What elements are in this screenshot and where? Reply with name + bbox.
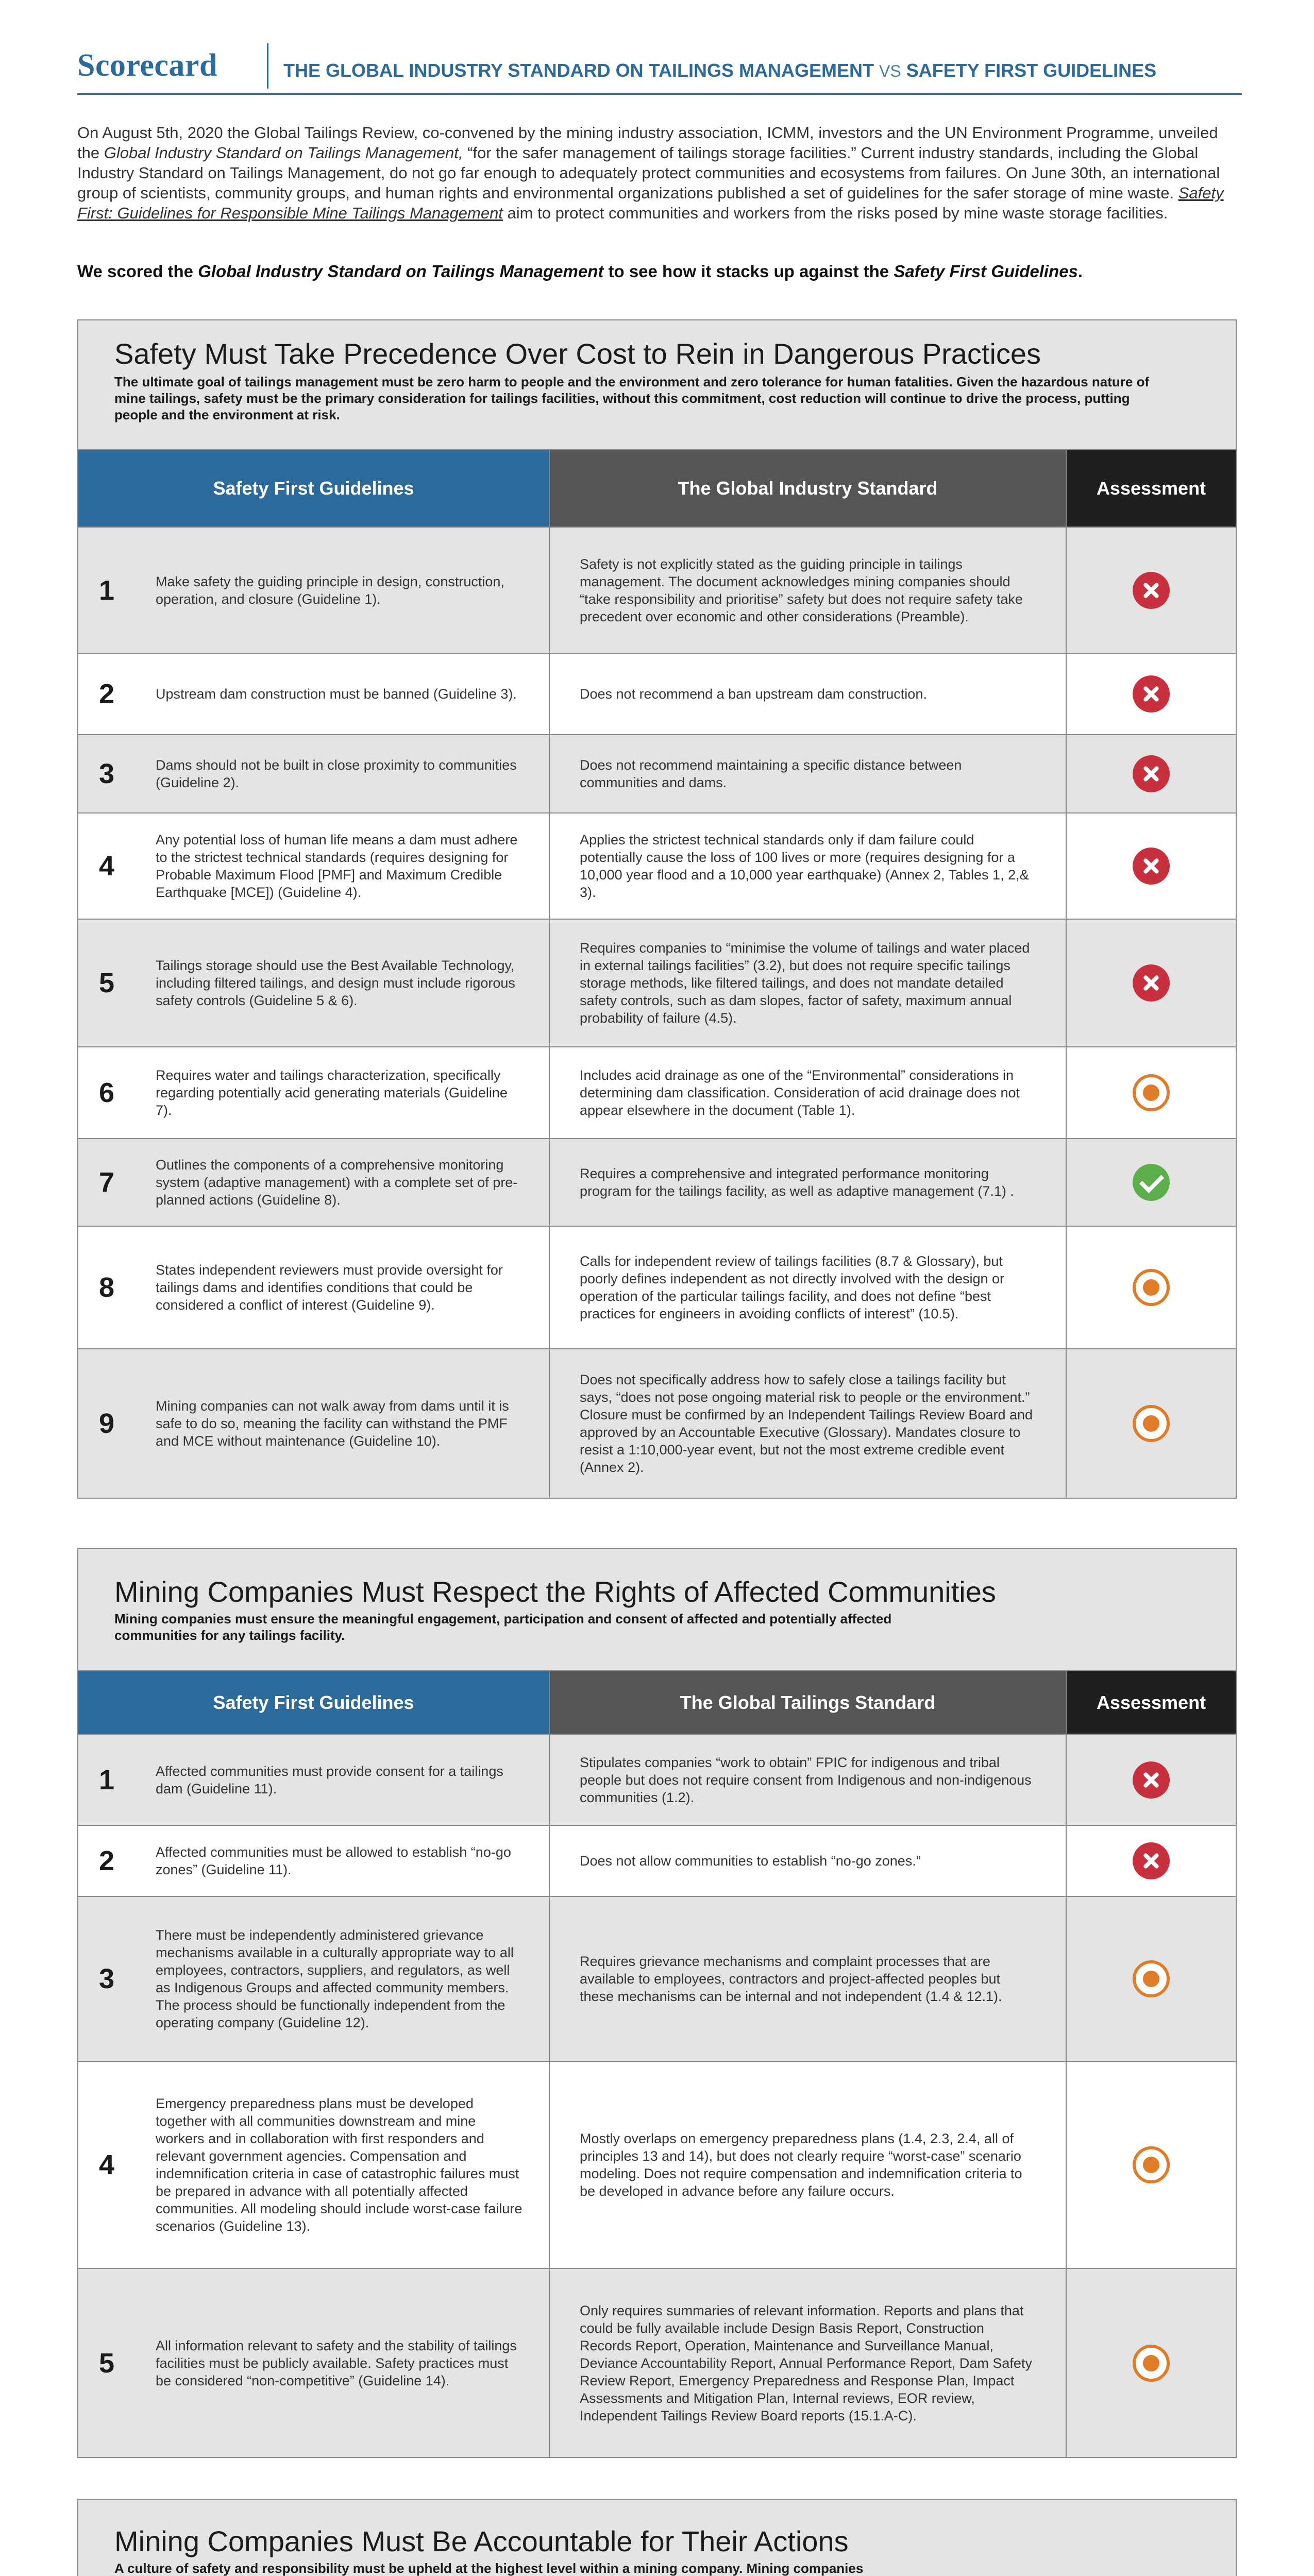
global-standard-cell: Requires companies to “minimise the volume of tailings and water placed in external tailings facilities” (3.2), but does not require specific tailings storage methods, like filtered tailings, and does not mandate detailed safety controls, such as dam slopes, factor of safety, maximum annual probability of failure (4.5). [549, 920, 1066, 1046]
x-circle-icon [1133, 572, 1170, 609]
section-title: Mining Companies Must Respect the Rights of Affected Communities [114, 1575, 996, 1608]
intro-text: On August 5th, 2020 the Global Tailings Review, co-convened by the mining industry association, ICMM, investors and the UN Environment Programme, unveiled the [77, 124, 1218, 162]
global-standard-cell: Mostly overlaps on emergency preparedness plans (1.4, 2.3, 2.4, all of principles 13 and 14), but does not clearly require “worst-case” scenario modeling. Does not require compensation and indemnification criteria to be developed in advance before any failure occurs. [549, 2062, 1066, 2268]
intro-bold-text: . [1077, 262, 1083, 281]
table-row [78, 1349, 1236, 1498]
row-number: 3 [98, 1963, 115, 1994]
row-number: 1 [98, 574, 115, 606]
row-number: 2 [98, 1845, 115, 1876]
scorecard-title: Scorecard [77, 48, 217, 83]
section-subtitle: A culture of safety and responsibility must be upheld at the highest level within a mining company. Mining companies [114, 2561, 864, 2576]
table-row [78, 2062, 1236, 2269]
target-circle-icon [1133, 1269, 1170, 1306]
safety-first-link[interactable]: Safety First: Guidelines for Responsible Mine Tailings Management [77, 184, 1224, 222]
assessment-cell [1066, 654, 1236, 734]
assessment-cell [1066, 1826, 1236, 1896]
intro-text: aim to protect communities and workers from the risks posed by mine waste storage facilities. [502, 204, 1168, 222]
table-body [78, 1735, 1236, 2457]
safety-first-cell: Affected communities must provide consent for a tailings dam (Guideline 11). [156, 1763, 503, 1797]
header-subtitle [283, 60, 1156, 81]
safety-first-cell: Emergency preparedness plans must be developed together with all communities downstream and mine workers and in collaboration with first responders and relevant government agencies. Compensation and indemnification criteria in case of catastrophic failures must be prepared in advance with all potentially affected communities. All modeling should include worst-case failure scenarios (Guideline 13). [156, 2096, 523, 2234]
x-circle-icon [1133, 964, 1170, 1002]
assessment-cell [1066, 1897, 1236, 2061]
x-circle-icon [1133, 848, 1170, 885]
header-divider [267, 43, 268, 89]
table-row [78, 1897, 1236, 2062]
safety-first-cell: Affected communities must be allowed to establish “no-go zones” (Guideline 11). [156, 1844, 511, 1877]
check-circle-icon [1133, 1164, 1170, 1201]
row-number: 9 [98, 1408, 115, 1439]
global-standard-cell: Only requires summaries of relevant information. Reports and plans that could be fully available include Design Basis Report, Construction Records Report, Operation, Maintenance and Surveillance Manual, Deviance Accountability Report, Annual Performance Report, Dam Safety Review Report, Emergency Preparedness and Response Plan, Impact Assessments and Mitigation Plan, Internal reviews, EOR review, Independent Tailings Review Board reports (15.1.A-C). [549, 2269, 1066, 2457]
assessment-cell [1066, 1735, 1236, 1825]
intro-bold-text: to see how it stacks up against the [603, 262, 894, 281]
global-standard-cell: Does not specifically address how to safely close a tailings facility but says, “does not pose ongoing material risk to people or the environment.” Closure must be confirmed by an Independent Tailings Review Board and approved by an Accountable Executive (Glossary). Mandates closure to resist a 1:10,000-year event, but not the most extreme credible event (Annex 2). [549, 1349, 1066, 1498]
safety-first-cell: Tailings storage should use the Best Available Technology, including filtered tailings, and design must include rigorous safety controls (Guideline 5 & 6). [156, 958, 515, 1008]
global-standard-cell: Includes acid drainage as one of the “Environmental” considerations in determining dam classification. Consideration of acid drainage does not appear elsewhere in the document (Table 1). [549, 1047, 1066, 1138]
column-header-assessment: Assessment [1066, 450, 1236, 527]
intro-bold-standard: Global Industry Standard on Tailings Management [198, 262, 604, 281]
column-header-global-standard: The Global Industry Standard [549, 450, 1066, 527]
assessment-cell [1066, 2062, 1236, 2268]
assessment-cell [1066, 1047, 1236, 1138]
table-row [78, 814, 1236, 920]
assessment-cell [1066, 2269, 1236, 2457]
table-row [78, 1735, 1236, 1826]
section-header [78, 320, 1236, 450]
global-standard-cell: Calls for independent review of tailings facilities (8.7 & Glossary), but poorly defines independent as not directly involved with the design or operation of the particular tailings facility, and does not define “best practices for engineers in avoiding conflicts of interest” (10.5). [549, 1227, 1066, 1348]
target-circle-icon [1133, 1405, 1170, 1442]
table-row [78, 1227, 1236, 1349]
section-subtitle: The ultimate goal of tailings management must be zero harm to people and the environment and zero tolerance for human fatalities. Given the hazardous nature of mine tailings, safety must be the primary consideration for tailings facilities, without this commitment, cost reduction will continue to drive the process, putting people and the environment at risk. [114, 374, 1150, 422]
row-number: 4 [98, 2149, 115, 2180]
section-communities [77, 1548, 1237, 2458]
section-accountability [77, 2499, 1237, 2576]
x-circle-icon [1133, 755, 1170, 792]
global-standard-cell: Applies the strictest technical standards only if dam failure could potentially cause the loss of 100 lives or more (requires designing for a 10,000 year flood and a 10,000 year earthquake) (Annex 2, Tables 1, 2,& 3). [549, 814, 1066, 919]
column-header-assessment: Assessment [1066, 1671, 1236, 1734]
global-standard-cell: Does not allow communities to establish “no-go zones.” [549, 1826, 1066, 1896]
intro-text: “for the safer management of tailings storage facilities.” Current industry standards, including the Global Industry Standard on Tailings Management, do not go far enough to adequately protect communities and ecosystems from failures. On June 30th, an international group of scientists, community groups, and human rights and environmental organizations published a set of guidelines for the safer storage of mine waste. [77, 144, 1220, 202]
table-row [78, 1826, 1236, 1897]
global-standard-cell: Safety is not explicitly stated as the guiding principle in tailings management. The document acknowledges mining companies should “take responsibility and prioritise” safety but does not require safety take precedent over economic and other considerations (Preamble). [549, 528, 1066, 653]
row-number: 6 [98, 1077, 115, 1108]
intro-bold-text: We scored the [77, 262, 198, 281]
header-sub-right: SAFETY FIRST GUIDELINES [906, 60, 1157, 81]
target-circle-icon [1133, 1960, 1170, 1997]
column-header-safety-first: Safety First Guidelines [78, 450, 549, 527]
intro-paragraph [77, 123, 1237, 223]
row-number: 4 [98, 851, 115, 882]
row-number: 7 [98, 1167, 115, 1198]
assessment-cell [1066, 920, 1236, 1046]
section-title: Mining Companies Must Be Accountable for Their Actions [114, 2525, 849, 2557]
x-circle-icon [1133, 675, 1170, 713]
intro-statement [77, 262, 1237, 281]
global-standard-cell: Requires a comprehensive and integrated performance monitoring program for the tailings facility, as well as adaptive management (7.1) . [549, 1139, 1066, 1226]
header-sub-left: THE GLOBAL INDUSTRY STANDARD ON TAILINGS MANAGEMENT [283, 60, 874, 81]
section-title: Safety Must Take Precedence Over Cost to Rein in Dangerous Practices [114, 337, 1041, 370]
row-number: 2 [98, 679, 115, 709]
assessment-cell [1066, 1139, 1236, 1226]
safety-first-cell: Any potential loss of human life means a dam must adhere to the strictest technical standards (requires designing for Probable Maximum Flood [PMF] and Maximum Credible Earthquake [MCE]) (Guideline 4). [156, 832, 518, 900]
section-safety [77, 319, 1237, 1499]
target-circle-icon [1133, 2345, 1170, 2382]
x-circle-icon [1133, 1761, 1170, 1799]
table-body [78, 528, 1236, 1498]
assessment-cell [1066, 1349, 1236, 1498]
intro-standard-name: Global Industry Standard on Tailings Management, [104, 144, 463, 162]
x-circle-icon [1133, 1842, 1170, 1879]
target-circle-icon [1133, 2146, 1170, 2183]
table-row [78, 1047, 1236, 1139]
intro-bold-guidelines: Safety First Guidelines [894, 262, 1078, 281]
table-row [78, 654, 1236, 735]
section-header [78, 2500, 1236, 2576]
safety-first-cell: Dams should not be built in close proximity to communities (Guideline 2). [156, 757, 517, 790]
global-standard-cell: Requires grievance mechanisms and complaint processes that are available to employees, contractors and project-affected peoples but these mechanisms can be internal and not independent (1.4 & 12.1). [549, 1897, 1066, 2061]
safety-first-cell: Outlines the components of a comprehensive monitoring system (adaptive management) with a complete set of pre-planned actions (Guideline 8). [156, 1157, 518, 1208]
row-number: 3 [98, 758, 115, 789]
safety-first-cell: There must be independently administered grievance mechanisms available in a culturally appropriate way to all employees, contractors, suppliers, and regulators, as well as Indigenous Groups and affected community members. The process should be functionally independent from the operating company (Guideline 12). [156, 1927, 514, 2030]
row-number: 1 [98, 1764, 115, 1795]
row-number: 5 [98, 2347, 115, 2379]
safety-first-cell: Requires water and tailings characterization, specifically regarding potentially acid generating materials (Guideline 7). [156, 1067, 508, 1118]
row-number: 8 [98, 1272, 115, 1303]
assessment-cell [1066, 735, 1236, 812]
assessment-cell [1066, 528, 1236, 653]
safety-first-cell: Upstream dam construction must be banned (Guideline 3). [156, 686, 517, 702]
table-row [78, 1139, 1236, 1227]
safety-first-cell: Make safety the guiding principle in design, construction, operation, and closure (Guideline 1). [156, 573, 504, 607]
section-subtitle: Mining companies must ensure the meaningful engagement, participation and consent of affected and potentially affected communities for any tailings facility. [114, 1611, 892, 1643]
safety-first-cell: Mining companies can not walk away from dams until it is safe to do so, meaning the facility can withstand the PMF and MCE without maintenance (Guideline 10). [156, 1398, 509, 1449]
target-circle-icon [1133, 1074, 1170, 1111]
global-standard-cell: Stipulates companies “work to obtain” FPIC for indigenous and tribal people but does not require consent from Indigenous and non-indigenous communities (1.2). [549, 1735, 1066, 1825]
assessment-cell [1066, 1227, 1236, 1348]
column-header-global-standard: The Global Tailings Standard [549, 1671, 1066, 1734]
table-row [78, 920, 1236, 1047]
global-standard-cell: Does not recommend a ban upstream dam construction. [549, 654, 1066, 734]
section-header [78, 1549, 1236, 1671]
column-header-safety-first: Safety First Guidelines [78, 1671, 549, 1734]
header-vs: VS [879, 62, 901, 80]
global-standard-cell: Does not recommend maintaining a specific distance between communities and dams. [549, 735, 1066, 812]
table-row [78, 735, 1236, 814]
safety-first-cell: All information relevant to safety and the stability of tailings facilities must be publicly available. Safety practices must be considered “non-competitive” (Guideline 14). [156, 2337, 517, 2388]
page-header [77, 43, 1242, 95]
safety-first-cell: States independent reviewers must provide oversight for tailings dams and identifies conditions that could be considered a conflict of interest (Guideline 9). [156, 1262, 503, 1313]
row-number: 5 [98, 968, 115, 998]
table-header [78, 450, 1236, 528]
table-row [78, 2269, 1236, 2457]
table-row [78, 528, 1236, 654]
assessment-cell [1066, 814, 1236, 919]
table-header [78, 1671, 1236, 1735]
